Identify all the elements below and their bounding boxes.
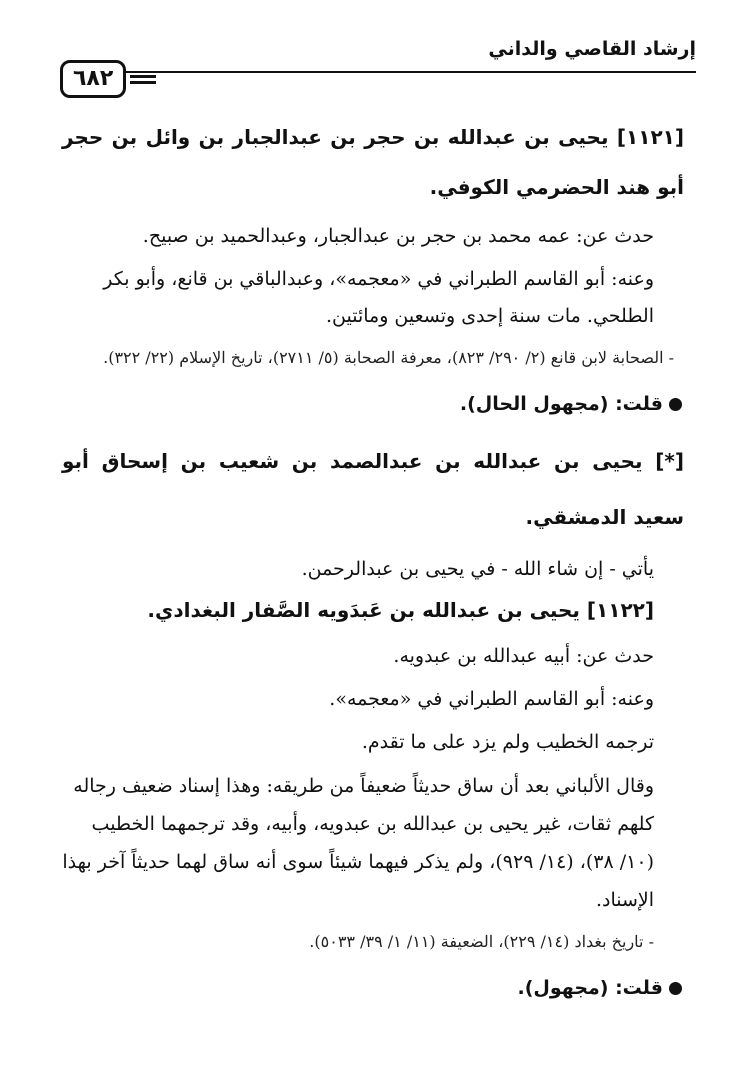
bullet-icon — [669, 398, 682, 411]
entry-verdict: قلت: (مجهول الحال). — [459, 393, 663, 415]
entry-sources: - الصحابة لابن قانع (٢/ ٢٩٠/ ٨٢٣)، معرفة الصحابة (٥/ ٢٧١١)، تاريخ الإسلام (٢٢/ ٣٢٢). — [103, 348, 674, 367]
page-number-box — [60, 60, 156, 98]
entry-heading: [*] يحيى بن عبدالله بن عبدالصمد بن شعيب بن إسحاق أبو سعيد الدمشقي. — [62, 449, 684, 529]
page-header — [60, 18, 696, 98]
page-body — [62, 112, 684, 1011]
entry-heading: [١١٢١] يحيى بن عبدالله بن حجر بن عبدالجبار بن وائل بن حجر أبو هند الحضرمي الكوفي. — [62, 125, 684, 199]
albani-quote: وقال الألباني بعد أن ساق حديثاً ضعيفاً من طريقه: وهذا إسناد ضعيف رجاله كلهم ثقات، غير يحيى بن عبدالله بن عبدويه، وأبيه، وقد ترجمهما الخطيب (١٠/ ٣٨)، (١٤/ ٩٢٩)، ولم يذكر فيهما شيئاً سوى أنه ساق لهما حديثاً آخر بهذا الإسناد. — [62, 775, 654, 911]
page-number: ٦٨٢ — [60, 60, 126, 98]
page-number-ornament — [130, 72, 156, 87]
entry-teachers: حدث عن: أبيه عبدالله بن عبدويه. — [393, 645, 654, 667]
entry-students: وعنه: أبو القاسم الطبراني في «معجمه». — [329, 688, 654, 710]
entry-note: يأتي - إن شاء الله - في يحيى بن عبدالرحمن. — [301, 558, 654, 580]
entry-sources: - تاريخ بغداد (١٤/ ٢٢٩)، الضعيفة (١١/ ١/ ٣٩/ ٥٠٣٣). — [309, 932, 654, 951]
entry-bio: ترجمه الخطيب ولم يزد على ما تقدم. — [361, 731, 654, 753]
entry-verdict-line — [62, 965, 684, 1011]
entry-verdict: قلت: (مجهول). — [517, 977, 663, 999]
entry-heading: [١١٢٢] يحيى بن عبدالله بن عَبدَويه الصَّفار البغدادي. — [147, 598, 654, 622]
entry-teachers: حدث عن: عمه محمد بن حجر بن عبدالجبار، وعبدالحميد بن صبيح. — [142, 225, 654, 247]
running-title: إرشاد القاصي والداني — [488, 38, 696, 60]
bullet-icon — [669, 982, 682, 995]
entry-students: وعنه: أبو القاسم الطبراني في «معجمه»، وعبدالباقي بن قانع، وأبو بكر الطلحي. مات سنة إحدى وتسعين ومائتين. — [103, 268, 654, 327]
entry-verdict-line — [62, 381, 684, 427]
